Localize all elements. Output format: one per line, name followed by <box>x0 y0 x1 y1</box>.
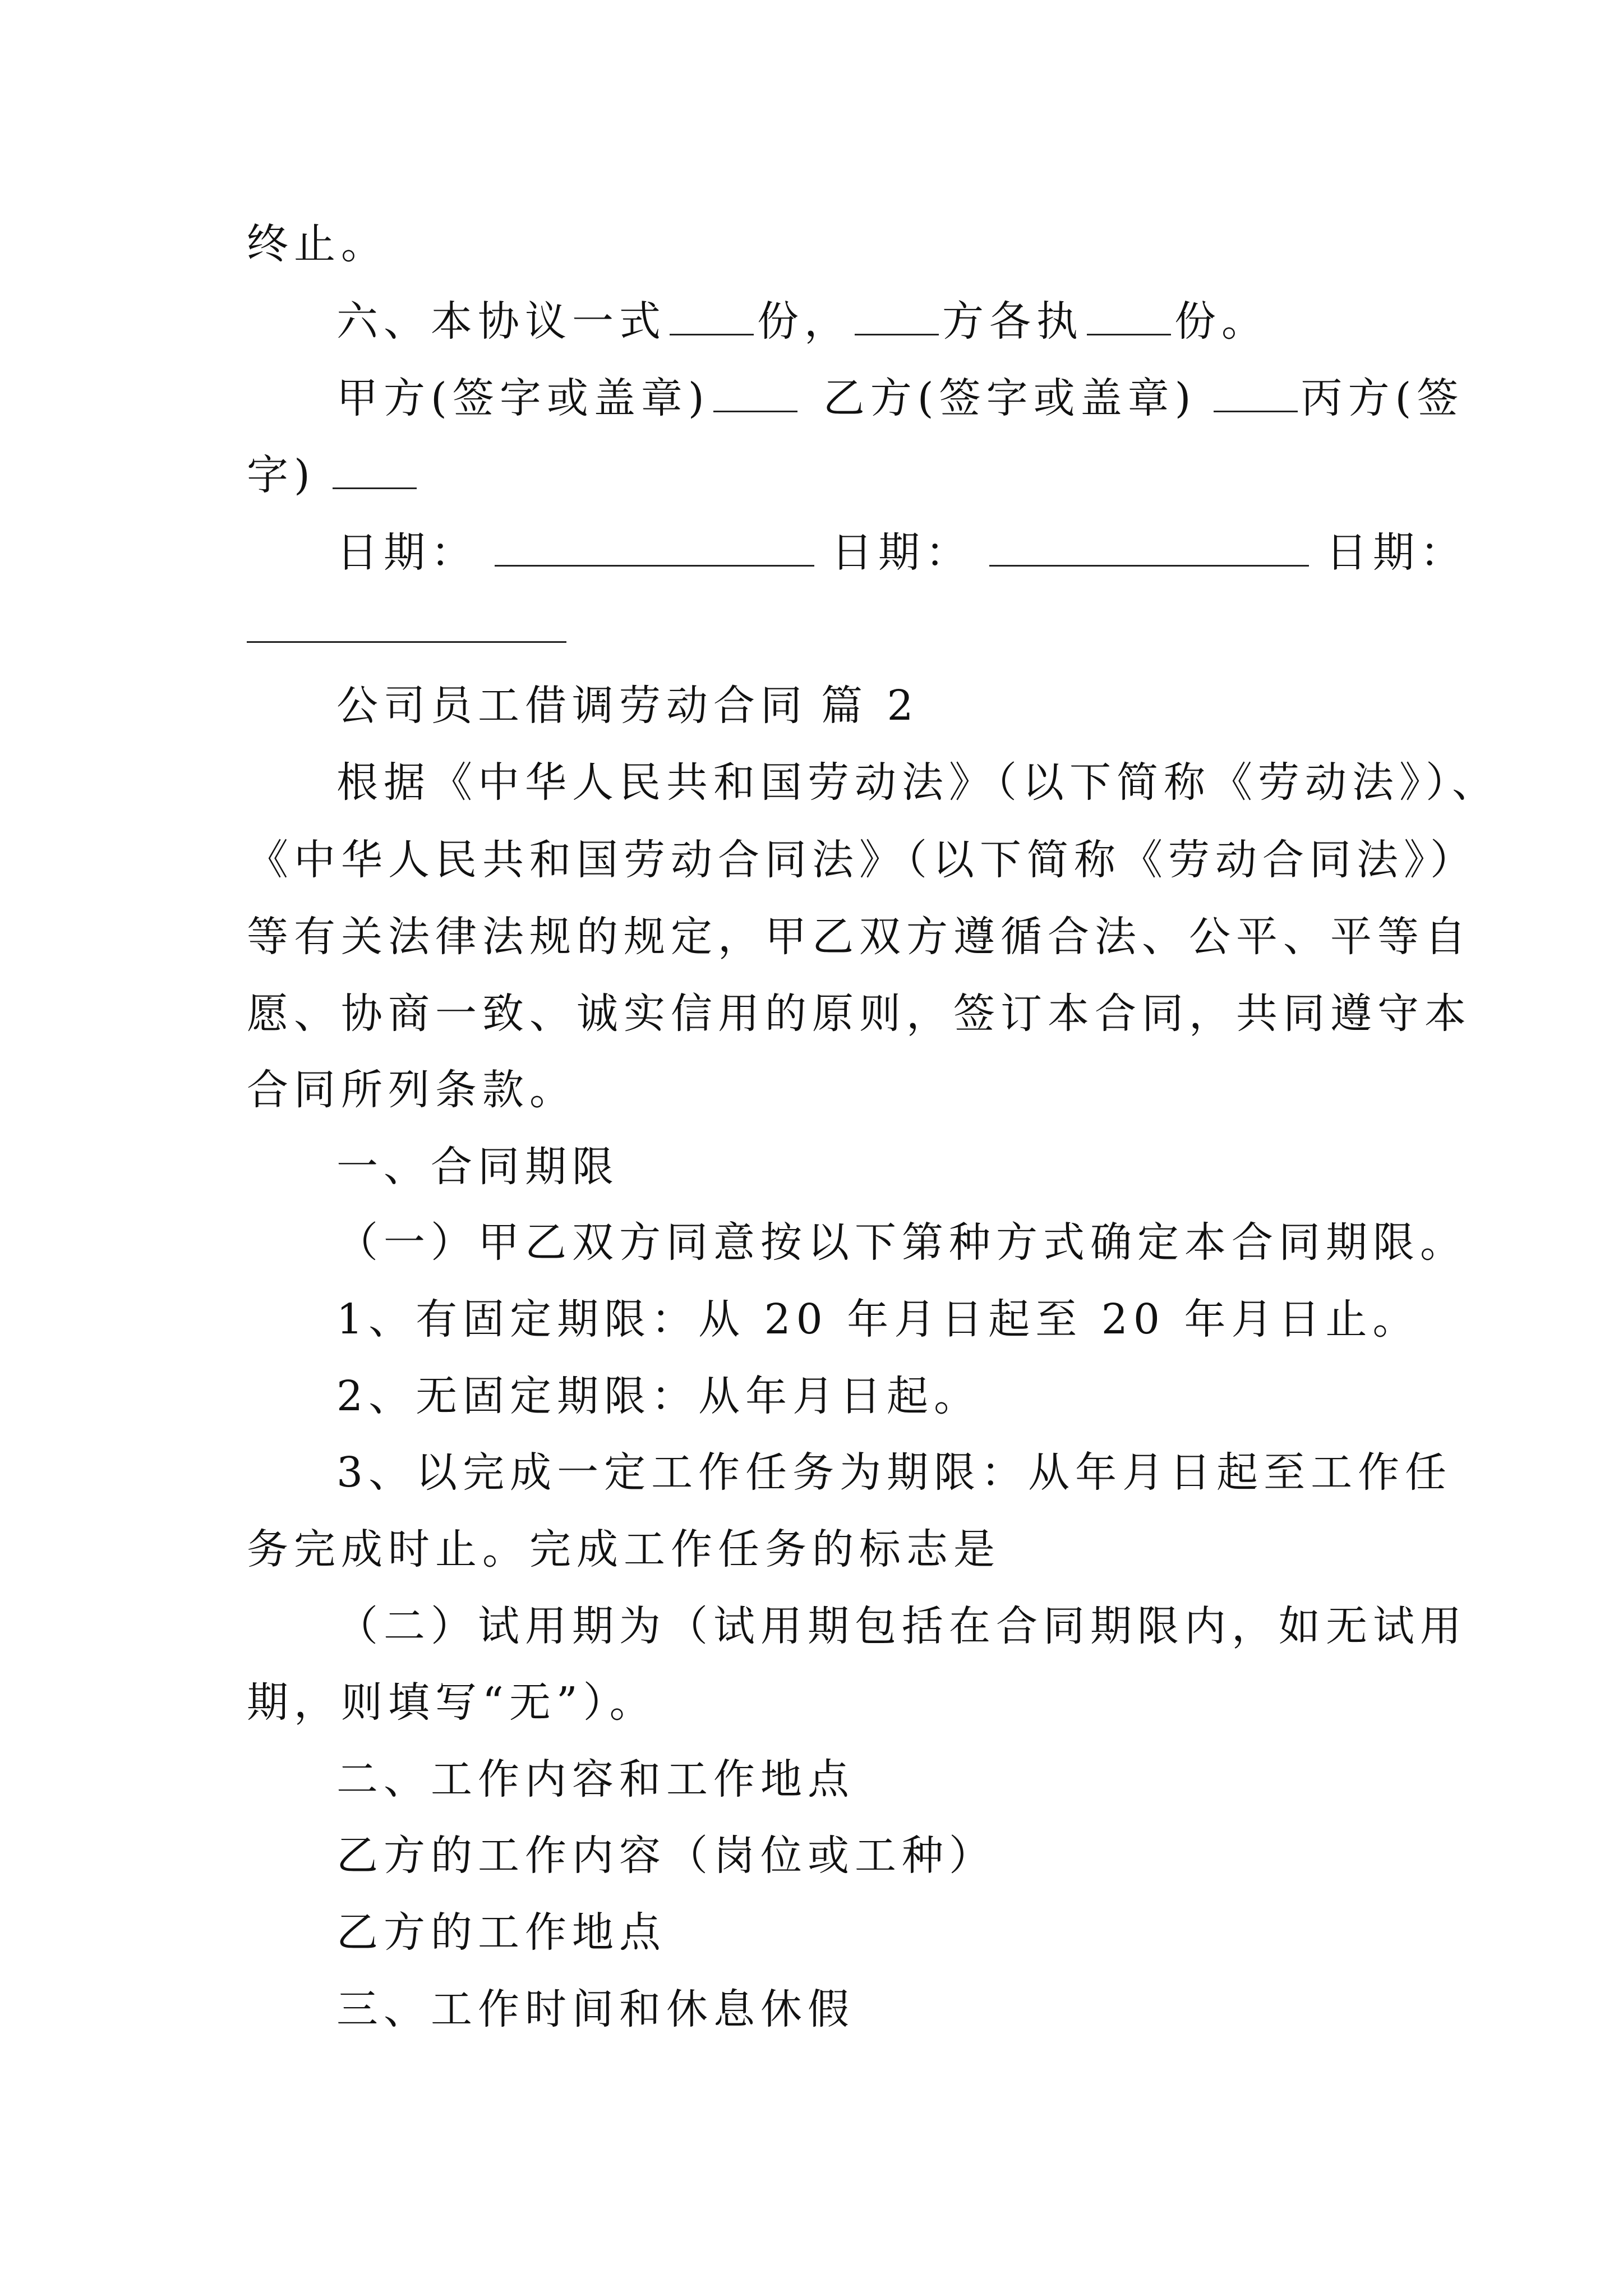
date-label-a: 日期： <box>336 528 478 577</box>
clause-line: 2、无固定期限：从年月日起。 <box>336 1372 981 1420</box>
date-blank-b[interactable] <box>989 526 1309 567</box>
paragraph-line: 根据《中华人民共和国劳动法》（以下简称《劳动法》）、 <box>336 758 1499 807</box>
blank-party[interactable] <box>855 295 939 335</box>
party-a-signature-label: 甲方(签字或盖章) <box>336 374 710 422</box>
party-b-signature-label: 乙方(签字或盖章) <box>823 374 1197 422</box>
paragraph-line: 等有关法律法规的规定，甲乙双方遵循合法、公平、平等自 <box>247 913 1472 961</box>
clause-six <box>336 293 1269 349</box>
article-heading: 二、工作内容和工作地点 <box>336 1755 855 1803</box>
blank-copies-total[interactable] <box>670 295 754 335</box>
article-heading: 三、工作时间和休息休假 <box>336 1985 855 2033</box>
signature-line-continued <box>247 447 420 503</box>
party-c-signature-label: 丙方(签 <box>1301 374 1464 422</box>
clause-six-text: 六、本协议一式 <box>336 297 666 346</box>
clause-line: 3、以完成一定工作任务为期限：从年月日起至工作任 <box>336 1448 1453 1497</box>
text-line: 终止。 <box>247 220 388 268</box>
date-blank-c[interactable] <box>247 641 566 643</box>
date-label-c: 日期： <box>1326 528 1467 577</box>
article-heading: 一、合同期限 <box>336 1143 619 1191</box>
section-heading <box>336 678 919 734</box>
paragraph-line: 愿、协商一致、诚实信用的原则，签订本合同，共同遵守本 <box>247 990 1472 1038</box>
paragraph-line: 《中华人民共和国劳动合同法》（以下简称《劳动合同法》） <box>247 836 1477 884</box>
clause-line: 务完成时止。完成工作任务的标志是 <box>247 1525 1000 1573</box>
clause-line: 期，则填写“无”）。 <box>247 1678 657 1727</box>
blank-copies-each[interactable] <box>1087 295 1171 335</box>
clause-line: 乙方的工作内容（岗位或工种） <box>336 1832 996 1880</box>
date-label-b: 日期： <box>831 528 972 577</box>
party-c-signature-blank[interactable] <box>333 448 417 489</box>
clause-six-text: 方各执 <box>942 297 1083 346</box>
clause-six-text: 份， <box>757 297 851 346</box>
heading-suffix: 篇 2 <box>821 682 919 730</box>
clause-line: 乙方的工作地点 <box>336 1908 666 1957</box>
paragraph-line: 合同所列条款。 <box>247 1066 577 1114</box>
signature-line <box>336 370 1464 426</box>
heading-title: 公司员工借调劳动合同 <box>336 682 808 730</box>
date-blank-a[interactable] <box>495 526 814 567</box>
clause-line: （二）试用期为（试用期包括在合同期限内，如无试用 <box>336 1602 1467 1650</box>
clause-six-text: 份。 <box>1174 297 1269 346</box>
clause-line: 1、有固定期限：从 20 年月日起至 20 年月日止。 <box>336 1295 1420 1343</box>
date-line <box>336 524 1467 581</box>
party-b-signature-blank[interactable] <box>1214 371 1298 412</box>
clause-line: （一）甲乙双方同意按以下第种方式确定本合同期限。 <box>336 1218 1467 1267</box>
party-c-signature-label-cont: 字) <box>247 451 316 499</box>
party-a-signature-blank[interactable] <box>713 371 797 412</box>
